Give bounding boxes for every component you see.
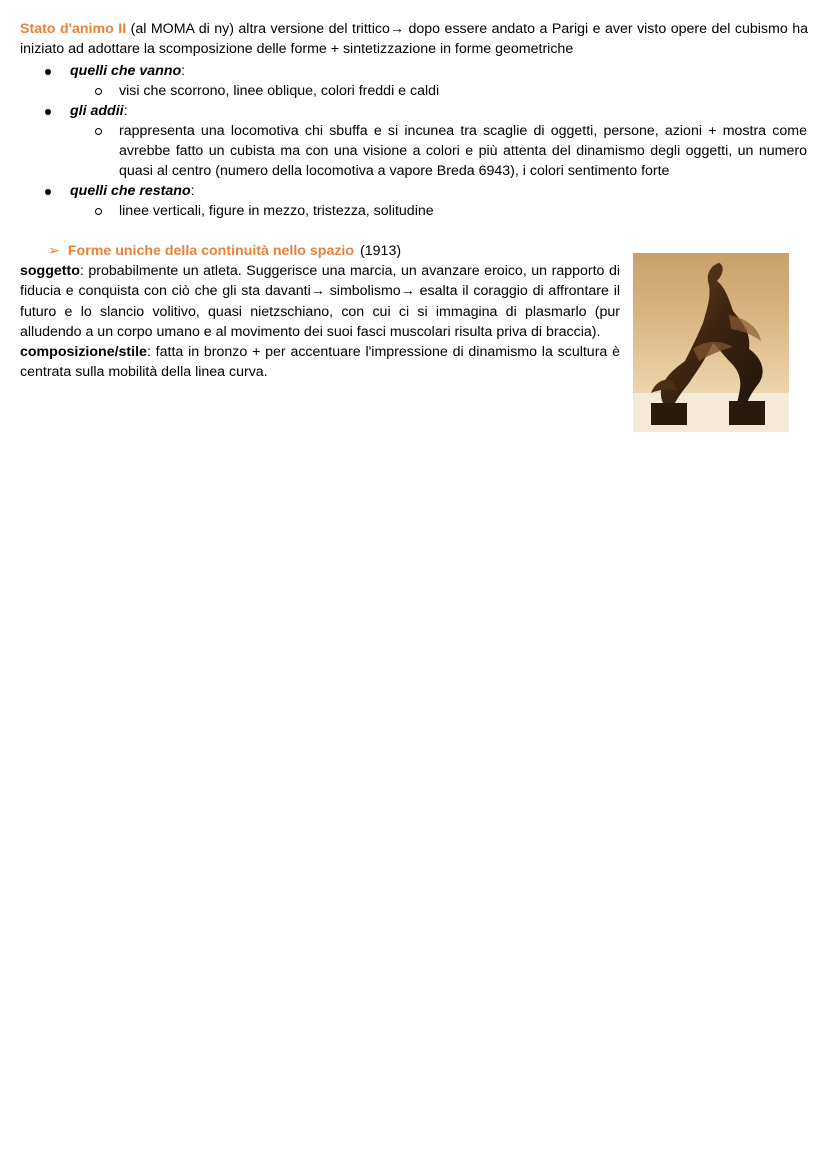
arrow-bullet-icon: ➢ xyxy=(48,243,60,259)
bullet-dot xyxy=(45,69,51,75)
soggetto-text: : probabilmente un atleta. Suggerisce una marcia, un avanzare eroico, un rapporto di fiducia e conquista con ciò che gli sta davanti→ simbolismo→ esalta il coraggio di affrontare il futuro e lo slancio volitivo, quasi nietzschiano, con cui ci si immagina di plasmarlo (pur alludendo a un corpo umano e al movimento dei suoi fasci muscolari risulta priva di braccia). xyxy=(20,263,620,340)
soggetto-label: soggetto xyxy=(20,263,80,279)
composizione-paragraph xyxy=(20,342,620,383)
intro-text: (al MOMA di ny) altra versione del trittico→ dopo essere andato a Parigi e aver visto opere del cubismo ha iniziato ad adottare la scomposizione delle forme + sintetizzazione in forme geometriche xyxy=(20,21,808,57)
intro-title: Stato d'animo II xyxy=(20,21,127,37)
section-year: (1913) xyxy=(360,243,402,259)
intro-paragraph xyxy=(20,19,808,59)
composizione-label: composizione/stile xyxy=(20,344,147,361)
section-title: Forme uniche della continuità nello spazio xyxy=(67,243,355,259)
subbullet-vanno xyxy=(95,81,795,101)
bronze-sculpture-image xyxy=(633,253,789,432)
bullet-quelli-che-restano: quelli che restano: xyxy=(45,181,195,201)
bullet-label: gli addii xyxy=(70,103,124,119)
subbullet-ring xyxy=(95,128,102,135)
bullet-label: quelli che vanno xyxy=(70,63,182,79)
bullet-quelli-che-vanno: quelli che vanno: xyxy=(45,61,185,81)
bullet-label: quelli che restano xyxy=(70,183,191,199)
soggetto-paragraph xyxy=(20,261,620,342)
subbullet-restano xyxy=(95,201,795,221)
bullet-dot xyxy=(45,109,51,115)
subbullet-text: linee verticali, figure in mezzo, tristezza, solitudine xyxy=(119,203,434,219)
section-body xyxy=(20,261,620,383)
subbullet-text: rappresenta una locomotiva chi sbuffa e si incunea tra scaglie di oggetti, persone, azioni + mostra come avrebbe fatto un cubista ma con una visione a colori e più attenta del dinamismo degli oggetti, un numero quasi al centro (numero della locomotiva a vapore Breda 6943), i colori sentimento forte xyxy=(119,123,807,179)
section-heading xyxy=(48,241,401,261)
composizione-text: : fatta in bronzo + per accentuare l'impressione di dinamismo la scultura è centrata sulla mobilità della linea curva. xyxy=(20,344,620,381)
bullet-dot xyxy=(45,189,51,195)
subbullet-ring xyxy=(95,88,102,95)
subbullet-text: visi che scorrono, linee oblique, colori freddi e caldi xyxy=(119,83,440,99)
sculpture-photo xyxy=(633,253,789,432)
subbullet-addii xyxy=(95,121,807,181)
bullet-gli-addii: gli addii: xyxy=(45,101,128,121)
subbullet-ring xyxy=(95,208,102,215)
